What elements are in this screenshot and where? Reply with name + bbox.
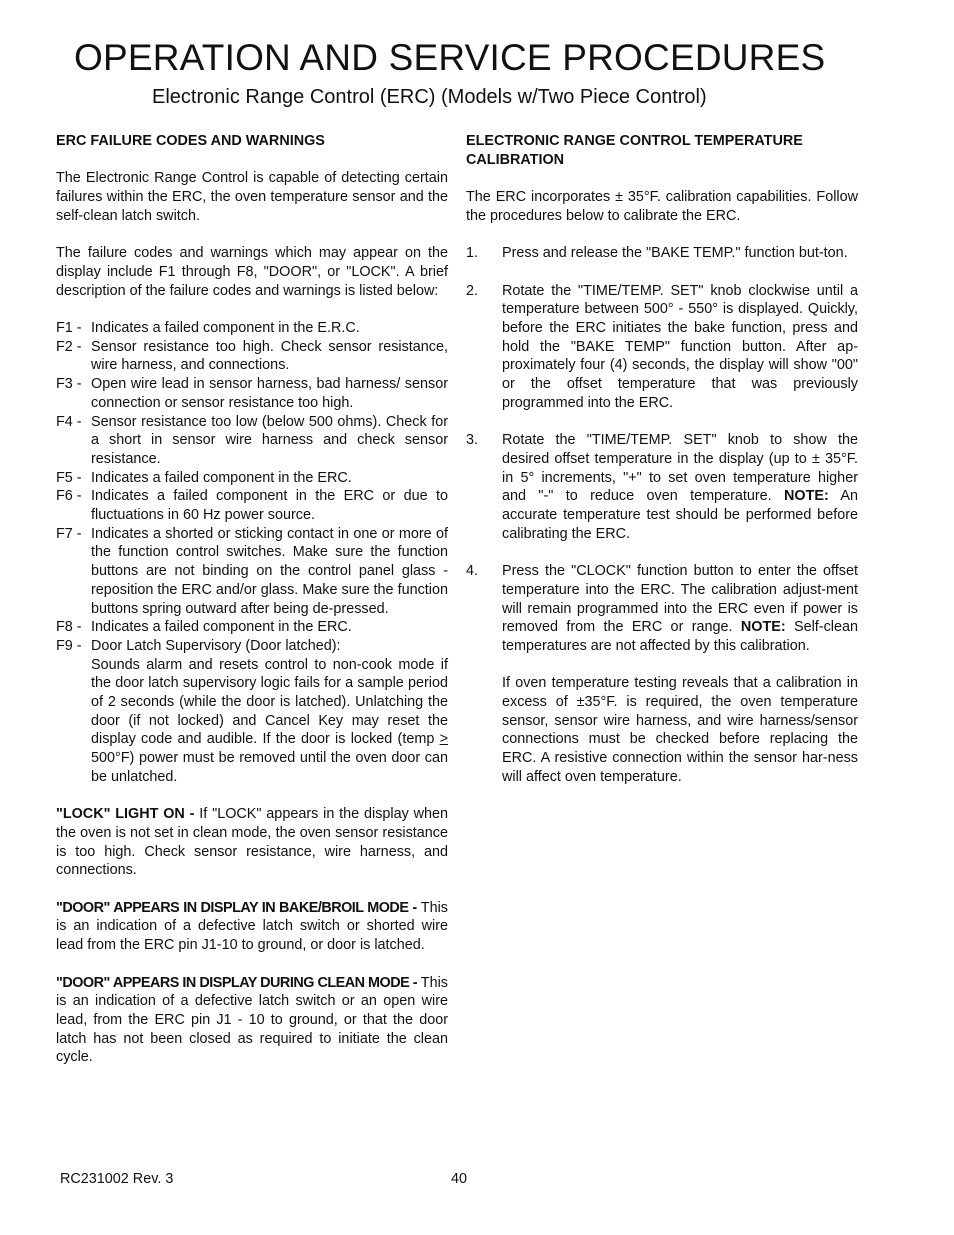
failure-code-text: Indicates a failed component in the ERC or due to fluctuations in 60 Hz power source. <box>91 488 448 524</box>
f9-detail-text-a: Sounds alarm and resets control to non-cook mode if the door latch supervisory logic fails for a sample period of 2 seconds (while the door is latched). Unlatching the door (if not locked) and Cancel Key may reset the display code and audible. If the door is locked (temp <box>91 656 448 748</box>
intro-paragraph: The Electronic Range Control is capable of detecting certain failures within the ERC, the oven temperature sensor and the self-clean latch switch. <box>56 170 448 224</box>
calibration-step-3 <box>466 431 858 543</box>
failure-code-label: F1 - <box>56 319 82 336</box>
calibration-step-2 <box>466 282 858 413</box>
step-3-text-a: Rotate the "TIME/TEMP. SET" knob to show the desired offset temperature in the display (up to ± 35°F. in 5° increments, "+" to set oven temperature higher and "-" to reduce oven temperature. <box>502 432 858 505</box>
step-number: 1. <box>466 245 479 262</box>
calibration-intro: The ERC incorporates ± 35°F. calibration capabilities. Follow the procedures below to calibrate the ERC. <box>466 189 858 224</box>
note-label: NOTE: <box>784 488 829 505</box>
failure-code-item <box>56 319 448 338</box>
failure-code-item <box>56 469 448 488</box>
step-text: Press and release the "BAKE TEMP." function but-ton. <box>502 245 848 262</box>
f9-detail <box>56 656 448 787</box>
failure-code-text: Sensor resistance too high. Check sensor resistance, wire harness, and connections. <box>91 338 448 374</box>
calibration-closing: If oven temperature testing reveals that a calibration in excess of ±35°F. is required, the oven temperature sensor, sensor wire harness, and wire harness/sensor connections must be checked before replacing the ERC. A resistive connection within the sensor har-ness will affect oven temperature. <box>502 675 858 785</box>
failure-code-label: F6 - <box>56 488 82 505</box>
failure-code-label: F5 - <box>56 469 82 486</box>
step-text <box>502 431 858 543</box>
failure-code-item <box>56 487 448 524</box>
lock-light-heading: "LOCK" LIGHT ON - <box>56 806 195 823</box>
failure-code-label: F8 - <box>56 619 82 636</box>
failure-code-label: F9 - <box>56 637 82 654</box>
failure-code-item <box>56 375 448 412</box>
failure-code-item <box>56 618 448 637</box>
door-bake-heading: "DOOR" APPEARS IN DISPLAY IN BAKE/BROIL MODE - <box>56 899 417 916</box>
failure-code-label: F4 - <box>56 413 82 430</box>
failure-code-text: Open wire lead in sensor harness, bad harness/ sensor connection or sensor resistance too high. <box>91 376 448 411</box>
step-text <box>502 562 858 656</box>
door-bake-text: This is an indication of a defective latch switch or shorted wire lead from the ERC pin J1-10 to ground, or door is latched. <box>56 899 448 954</box>
failure-code-text: Indicates a failed component in the ERC. <box>91 619 352 636</box>
calibration-heading: ELECTRONIC RANGE CONTROL TEMPERATURE CALIBRATION <box>466 133 803 168</box>
failure-code-text: Indicates a shorted or sticking contact in one or more of the function control switches. Make sure the function buttons are not binding on the control panel glass - reposition the ERC and/or glass. Make sure the function buttons spring outward after being de-pressed. <box>91 525 448 617</box>
failure-code-item <box>56 525 448 619</box>
failure-code-text: Door Latch Supervisory (Door latched): <box>91 637 341 654</box>
failure-code-text: Indicates a failed component in the E.R.C. <box>91 319 360 336</box>
step-4-text-a: Press the "CLOCK" function button to enter the offset temperature into the ERC. The calibration adjust-ment will remain programmed into the ERC even if power is removed from the ERC or range. <box>502 563 858 636</box>
door-clean-heading: "DOOR" APPEARS IN DISPLAY DURING CLEAN MODE - <box>56 974 418 991</box>
failure-code-label: F3 - <box>56 376 82 393</box>
door-clean-text: This is an indication of a defective latch switch or an open wire lead, from the ERC pin J1 - 10 to ground, or that the door latch has not been closed as required to initiate the clean cycle. <box>56 974 448 1066</box>
note-label: NOTE: <box>740 619 786 636</box>
step-3-text-b: An accurate temperature test should be performed before calibrating the ERC. <box>502 488 858 542</box>
failure-code-label: F2 - <box>56 338 82 355</box>
greater-equal-symbol: > <box>439 731 448 748</box>
failure-codes-heading: ERC FAILURE CODES AND WARNINGS <box>56 133 325 149</box>
step-text: Rotate the "TIME/TEMP. SET" knob clockwise until a temperature between 500° - 550° is displayed. Quickly, before the ERC initiates the bake function, press and hold the "BAKE TEMP" function button. After ap-proximately four (4) seconds, the display will show "00" or the offset temperature that was previously programmed into the ERC. <box>502 282 858 411</box>
failure-code-text: Indicates a failed component in the ERC. <box>91 469 352 486</box>
calibration-step-1 <box>466 244 858 263</box>
page-subtitle: Electronic Range Control (ERC) (Models w/Two Piece Control) <box>152 86 707 108</box>
step-number: 2. <box>466 282 479 299</box>
step-number: 3. <box>466 432 479 449</box>
failure-code-label: F7 - <box>56 525 82 542</box>
codes-description-paragraph: The failure codes and warnings which may appear on the display include F1 through F8, "DOOR", or "LOCK". A brief description of the failure codes and warnings is listed below: <box>56 245 448 299</box>
page-title: OPERATION AND SERVICE PROCEDURES <box>74 37 826 78</box>
failure-code-item <box>56 413 448 469</box>
left-column <box>56 132 448 1067</box>
right-column <box>466 132 858 787</box>
calibration-step-4 <box>466 562 858 656</box>
document-id: RC231002 Rev. 3 <box>60 1171 174 1187</box>
lock-light-section <box>56 805 448 880</box>
f9-detail-text-b: 500°F) power must be removed until the oven door can be unlatched. <box>91 750 448 785</box>
failure-code-text: Sensor resistance too low (below 500 ohms). Check for a short in sensor wire harness and check sensor resistance. <box>91 413 448 467</box>
failure-code-item <box>56 637 448 656</box>
lock-light-text: If "LOCK" appears in the display when the oven is not set in clean mode, the oven sensor resistance is too high. Check sensor resistance, wire harness, and connections. <box>56 806 449 879</box>
page-number: 40 <box>451 1171 468 1187</box>
door-clean-section <box>56 974 448 1068</box>
step-number: 4. <box>466 563 479 580</box>
step-4-text-b: Self-clean temperatures are not affected by this calibration. <box>502 619 858 654</box>
door-bake-section <box>56 899 448 955</box>
failure-code-item <box>56 338 448 375</box>
